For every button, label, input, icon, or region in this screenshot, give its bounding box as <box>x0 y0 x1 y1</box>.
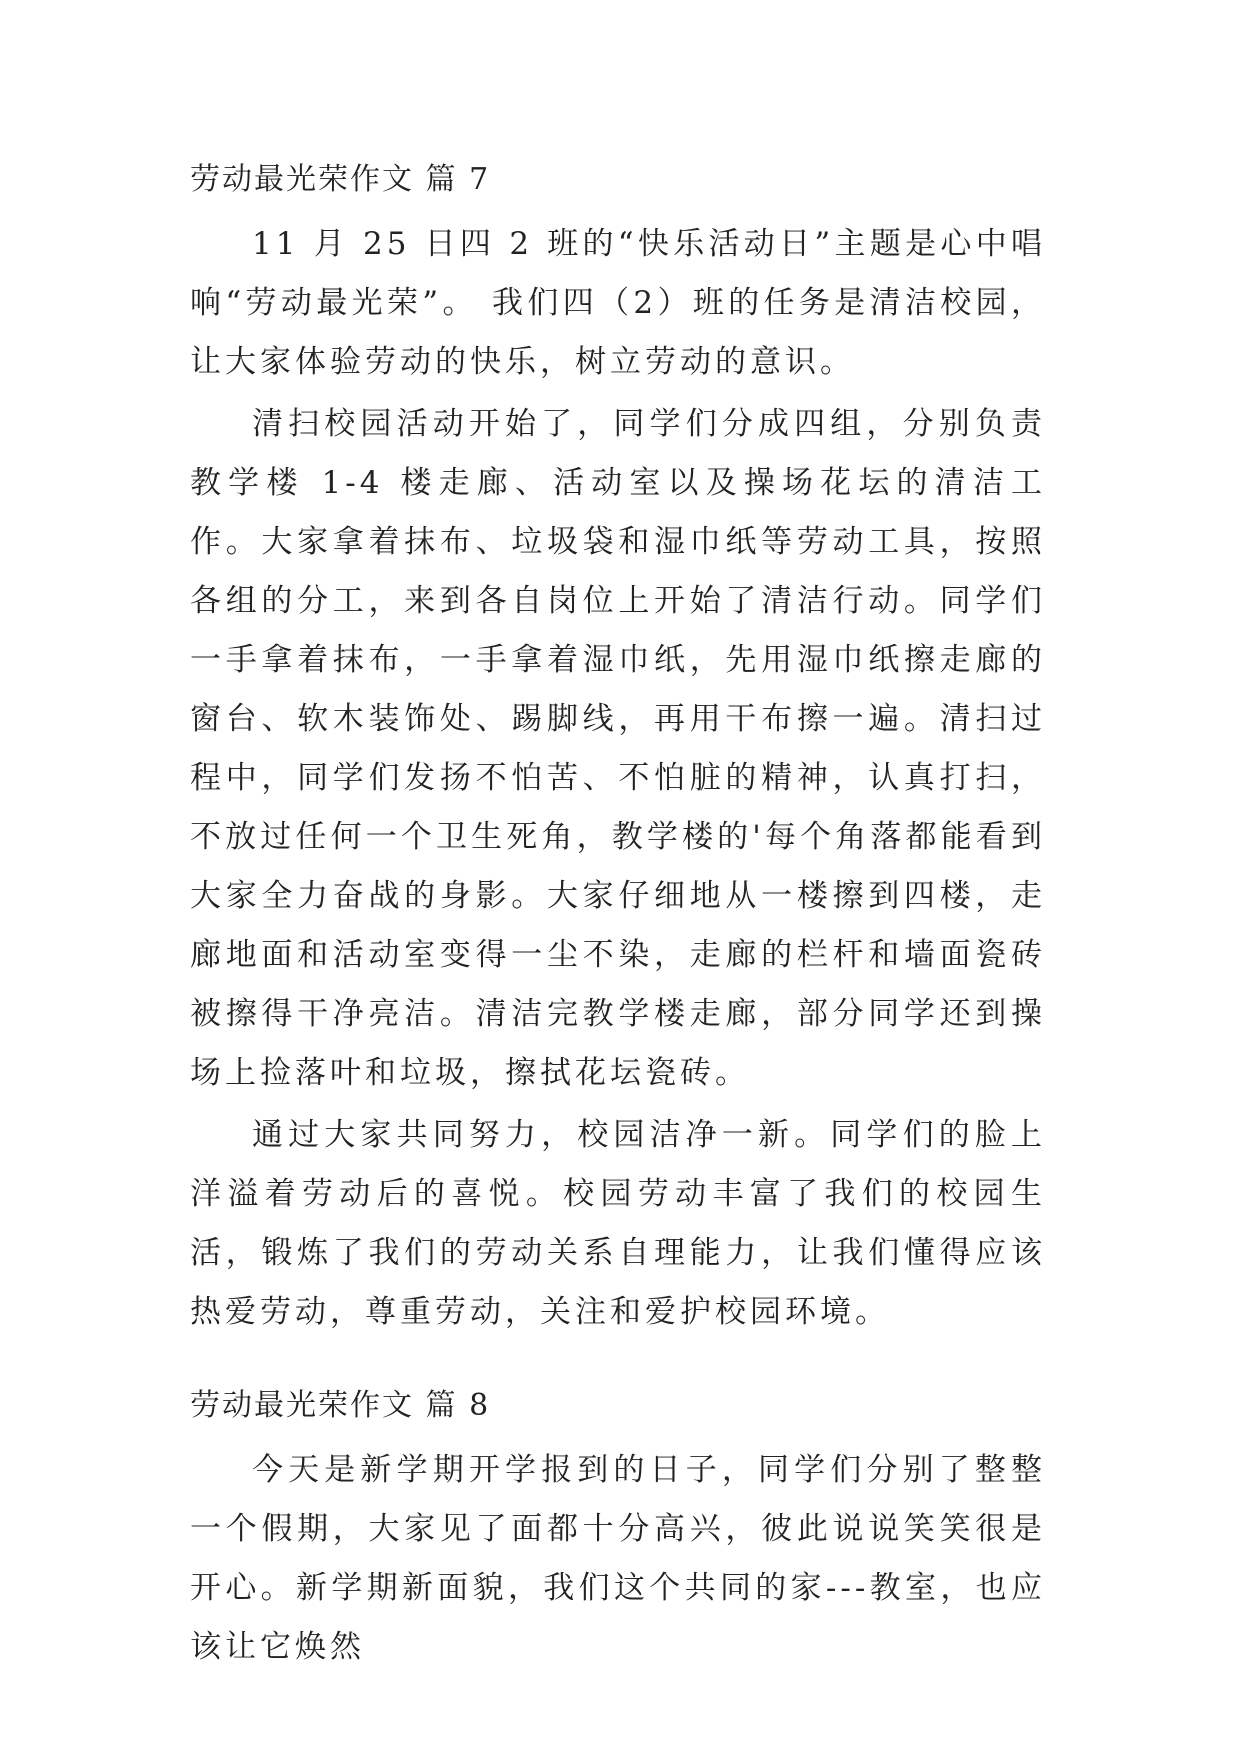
paragraph: 11 月 25 日四 2 班的“快乐活动日”主题是心中唱响“劳动最光荣”。 我们四（2）班的任务是清洁校园，让大家体验劳动的快乐，树立劳动的意识。 <box>190 226 1046 380</box>
section-title: 劳动最光荣作文 篇 7 <box>190 162 491 197</box>
document-page <box>190 160 1046 1677</box>
paragraph: 通过大家共同努力，校园洁净一新。同学们的脸上洋溢着劳动后的喜悦。校园劳动丰富了我们的校园生活，锻炼了我们的劳动关系自理能力，让我们懂得应该热爱劳动，尊重劳动，关注和爱护校园环境。 <box>190 1117 1046 1330</box>
essay-section-8 <box>190 1386 1046 1677</box>
paragraph: 清扫校园活动开始了，同学们分成四组，分别负责教学楼 1-4 楼走廊、活动室以及操场花坛的清洁工作。大家拿着抹布、垃圾袋和湿巾纸等劳动工具，按照各组的分工，来到各自岗位上开始了清洁行动。同学们一手拿着抹布，一手拿着湿巾纸，先用湿巾纸擦走廊的窗台、软木装饰处、踢脚线，再用干布擦一遍。清扫过程中，同学们发扬不怕苦、不怕脏的精神，认真打扫，不放过任何一个卫生死角，教学楼的'每个角落都能看到大家全力奋战的身影。大家仔细地从一楼擦到四楼，走廊地面和活动室变得一尘不染，走廊的栏杆和墙面瓷砖被擦得干净亮洁。清洁完教学楼走廊，部分同学还到操场上捡落叶和垃圾，擦拭花坛瓷砖。 <box>190 406 1046 1091</box>
paragraph: 今天是新学期开学报到的日子，同学们分别了整整一个假期，大家见了面都十分高兴，彼此说说笑笑很是开心。新学期新面貌，我们这个共同的家---教室，也应该让它焕然 <box>190 1452 1046 1665</box>
essay-section-7 <box>190 160 1046 1342</box>
section-title: 劳动最光荣作文 篇 8 <box>190 1388 491 1423</box>
